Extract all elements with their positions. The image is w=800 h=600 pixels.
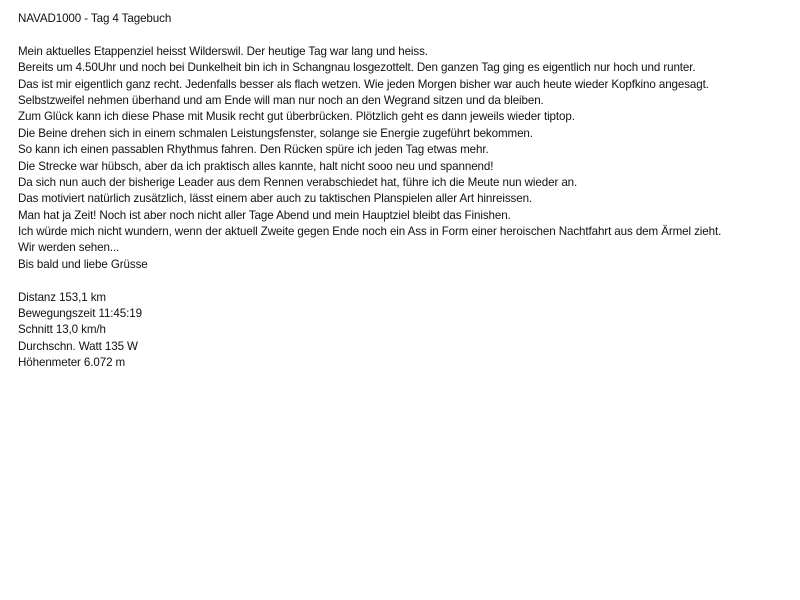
- blank-line: [18, 273, 793, 289]
- diary-line: Die Beine drehen sich in einem schmalen Leistungsfenster, solange sie Energie zugeführt bekommen.: [18, 126, 533, 140]
- stat-distance: Distanz 153,1 km: [18, 290, 106, 304]
- diary-paragraph: [18, 44, 793, 273]
- diary-line: Bis bald und liebe Grüsse: [18, 257, 148, 271]
- ride-stats: [18, 290, 793, 372]
- diary-line: So kann ich einen passablen Rhythmus fahren. Den Rücken spüre ich jeden Tag etwas mehr.: [18, 143, 489, 157]
- stat-average-speed: Schnitt 13,0 km/h: [18, 323, 106, 337]
- diary-line: Ich würde mich nicht wundern, wenn der aktuell Zweite gegen Ende noch ein Ass in Form einer heroischen Nachtfahrt aus dem Ärmel zieht.: [18, 225, 722, 239]
- blank-line: [18, 27, 793, 43]
- diary-line: Selbstzweifel nehmen überhand und am Ende will man nur noch an den Wegrand sitzen und da bleiben.: [18, 93, 544, 107]
- diary-line: Das motiviert natürlich zusätzlich, lässt einem aber auch zu taktischen Planspielen aller Art hinreissen.: [18, 192, 533, 206]
- stat-elevation-gain: Höhenmeter 6.072 m: [18, 356, 126, 370]
- diary-line: Wir werden sehen...: [18, 241, 120, 255]
- diary-line: Da sich nun auch der bisherige Leader aus dem Rennen verabschiedet hat, führe ich die Meute nun wieder an.: [18, 175, 578, 189]
- stat-average-watts: Durchschn. Watt 135 W: [18, 339, 138, 353]
- diary-line: Das ist mir eigentlich ganz recht. Jedenfalls besser als flach wetzen. Wie jeden Morgen bisher war auch heute wieder Kopfkino angesagt.: [18, 77, 709, 91]
- document-title: NAVAD1000 - Tag 4 Tagebuch: [18, 12, 172, 25]
- diary-line: Bereits um 4.50Uhr und noch bei Dunkelheit bin ich in Schangnau losgezottelt. Den ganzen Tag ging es eigentlich nur hoch und runter.: [18, 61, 696, 75]
- diary-line: Die Strecke war hübsch, aber da ich praktisch alles kannte, halt nicht sooo neu und spannend!: [18, 159, 494, 173]
- stat-moving-time: Bewegungszeit 11:45:19: [18, 307, 142, 321]
- diary-line: Mein aktuelles Etappenziel heisst Wilderswil. Der heutige Tag war lang und heiss.: [18, 44, 428, 58]
- document-body: [18, 11, 793, 372]
- diary-line: Man hat ja Zeit! Noch ist aber noch nicht aller Tage Abend und mein Hauptziel bleibt das Finishen.: [18, 208, 511, 222]
- diary-line: Zum Glück kann ich diese Phase mit Musik recht gut überbrücken. Plötzlich geht es dann jeweils wieder tiptop.: [18, 110, 575, 124]
